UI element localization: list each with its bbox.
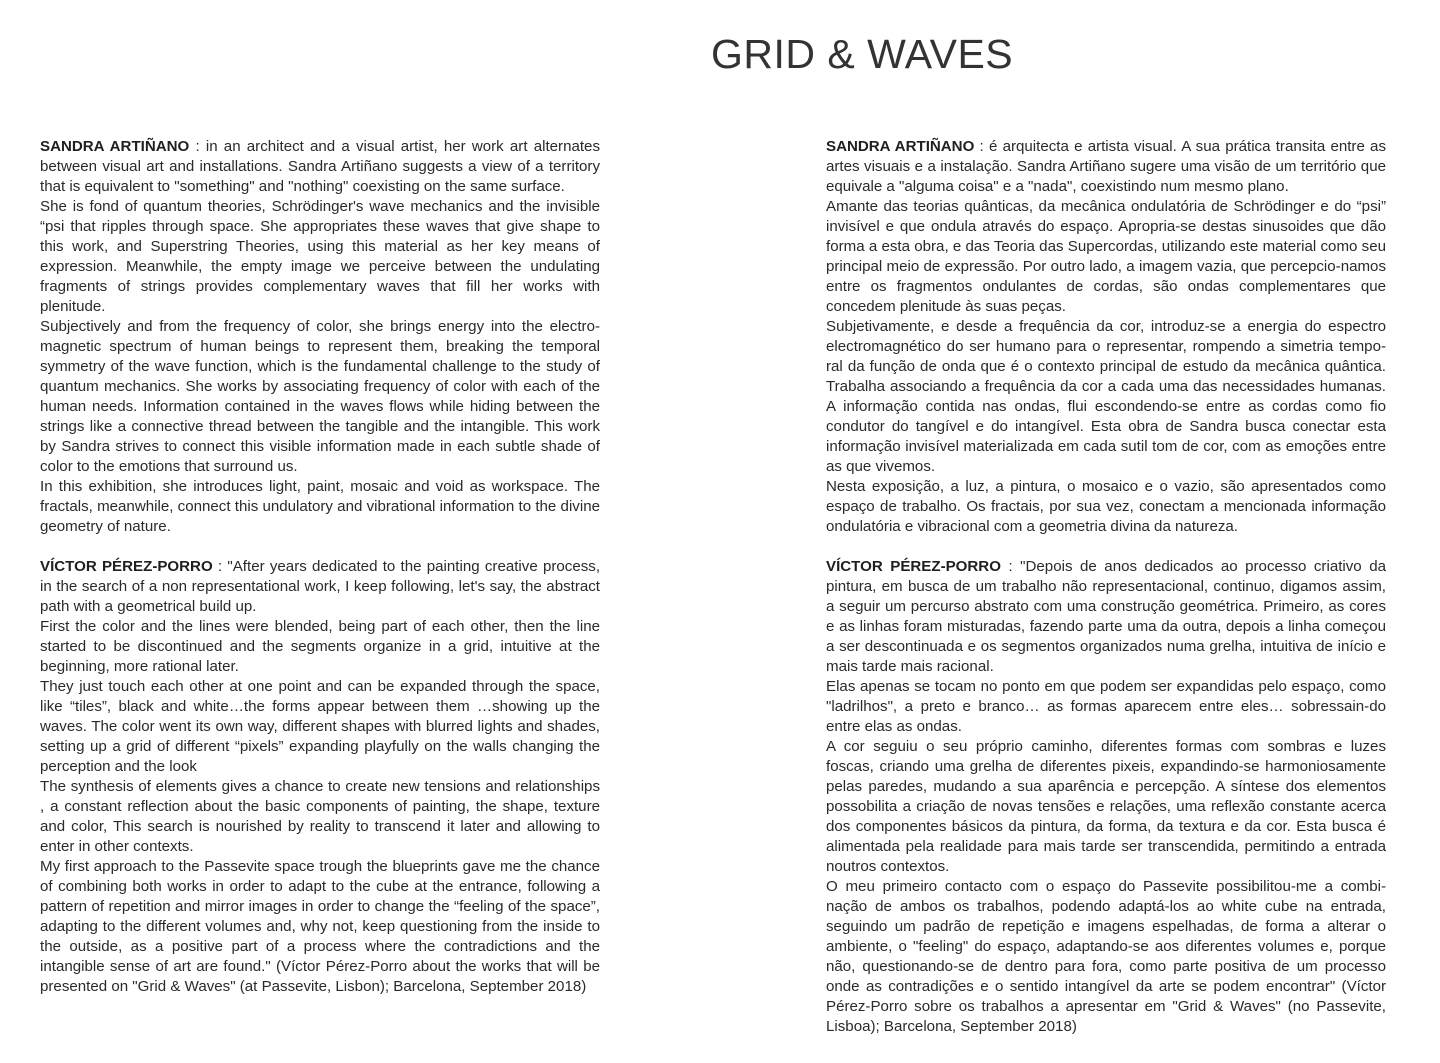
artist-name-victor: VÍCTOR PÉREZ-PORRO: [40, 558, 213, 575]
artist-name-victor: VÍCTOR PÉREZ-PORRO: [826, 558, 1001, 575]
paragraph-text: : in an architect and a visual artist, her work art alternates between visual art and installations. Sandra Artiñano suggests a view of a territory that is equivalent to "something" and "nothing" coexisting on the same surface.: [40, 138, 601, 195]
sandra-paragraph-4: In this exhibition, she introduces light, paint, mosaic and void as workspace. The fractals, meanwhile, connect this undulatory and vibrational information to the divine geometry of nature.: [40, 478, 600, 535]
section-spacer: [826, 537, 1386, 557]
paragraph-text: : "After years dedicated to the painting creative process, in the search of a non representational work, I keep following, let's say, the abstract path with a geometrical build up.: [40, 558, 601, 615]
victor-paragraph-1: [826, 557, 1386, 677]
section-spacer: [40, 537, 600, 557]
victor-paragraph-2: First the color and the lines were blended, being part of each other, then the line started to be discontinued and the segments organize in a grid, intuitive at the beginning, more rational later.: [40, 618, 600, 675]
sandra-paragraph-1: [40, 137, 600, 197]
paragraph-text: : é arquitecta e artista visual. A sua prática transita entre as artes visuais e a instalação. Sandra Artiñano sugere uma visão de um território que equivale a "alguma coisa" e a "nada", coexistindo num mesmo plano.: [826, 138, 1387, 195]
victor-paragraph-2: Elas apenas se tocam no ponto em que podem ser expandidas pelo espaço, como "ladrilhos", a preto e branco… as formas aparecem entre eles… sobressain-do entre elas as ondas.: [826, 678, 1386, 735]
victor-paragraph-4: O meu primeiro contacto com o espaço do Passevite possibilitou-me a combi-nação de ambos os trabalhos, podendo adaptá-los ao white cube na entrada, seguindo um padrão de repetição e imagens espelhadas, de forma a alterar o ambiente, o "feeling" do espaço, adaptando-se aos diferentes volumes e, porque não, questionando-se de dentro para fora, como parte positiva de um processo onde as contradições e o sentido intangível da arte se podem encontrar" (Víctor Pérez-Porro sobre os trabalhos a apresentar em "Grid & Waves" (no Passevite, Lisboa); Barcelona, September 2018): [826, 878, 1386, 1035]
sandra-paragraph-2: She is fond of quantum theories, Schrödinger's wave mechanics and the invisible “psi that ripples through space. She appropriates these waves that give shape to this work, and Superstring Theories, using this material as her key means of expression. Meanwhile, the empty image we perceive between the undulating fragments of strings provides complementary waves that fill her works with plenitude.: [40, 198, 600, 315]
sandra-paragraph-4: Nesta exposição, a luz, a pintura, o mosaico e o vazio, são apresentados como espaço de trabalho. Os fractais, por sua vez, conectam a mencionada informação ondulatória e vibracional com a geometria divina da natureza.: [826, 478, 1386, 535]
sandra-paragraph-3: Subjectively and from the frequency of color, she brings energy into the electro-magnetic spectrum of human beings to represent them, breaking the temporal symmetry of the wave function, which is the fundamental challenge to the study of quantum mechanics. She works by associating frequency of color with each of the human needs. Information contained in the waves flows while hiding between the strings like a connective thread between the tangible and the intangible. This work by Sandra strives to connect this visible information made in each subtle shade of color to the emotions that surround us.: [40, 318, 600, 475]
sandra-paragraph-3: Subjetivamente, e desde a frequência da cor, introduz-se a energia do espectro electromagnético do ser humano para o representar, rompendo a simetria tempo-ral da função de onda que é o contexto principal de estudo da mecânica quântica. Trabalha associando a frequência da cor a cada uma das necessidades humanas. A informação contida nas ondas, flui escondendo-se entre as cordas como fio condutor do tangível e do intangível. Esta obra de Sandra busca conectar esta informação invisível materializada em cada sutil tom de cor, com as emoções entre as que vivemos.: [826, 318, 1386, 475]
sandra-paragraph-1: [826, 137, 1386, 197]
victor-paragraph-4: The synthesis of elements gives a chance to create new tensions and relationships , a constant reflection about the basic components of painting, the shape, texture and color, This search is nourished by reality to transcend it later and allowing to enter in other contexts.: [40, 778, 600, 855]
victor-paragraph-3: A cor seguiu o seu próprio caminho, diferentes formas com sombras e luzes foscas, criando uma grelha de diferentes pixeis, expandindo-se harmoniosamente pelas paredes, mudando a sua aparência e percepção. A síntese dos elementos possobilita a criação de novas tensões e relações, uma reflexão constante acerca dos componentes básicos da pintura, da forma, da textura e da cor. Esta busca é alimentada pela realidade para mais tarde ser transcendida, permitindo a entrada noutros contextos.: [826, 738, 1386, 875]
sandra-paragraph-2: Amante das teorias quânticas, da mecânica ondulatória de Schrödinger e do “psi” invisível e que ondula através do espaço. Apropria-se destas sinusoides que dão forma a esta obra, e das Teoria das Supercordas, utilizando este material como seu principal meio de expressão. Por outro lado, a imagem vazia, que percepcio-namos entre os fragmentos ondulantes de cordas, são ondas complementares que concedem plenitude às suas peças.: [826, 198, 1386, 315]
portuguese-column: [826, 137, 1386, 1037]
artist-name-sandra: SANDRA ARTIÑANO: [826, 138, 975, 155]
victor-paragraph-5: My first approach to the Passevite space trough the blueprints gave me the chance of combining both works in order to adapt to the cube at the entrance, following a pattern of repetition and mirror images in order to change the “feeling of the space”, adapting to the different volumes and, why not, keep questioning from the inside to the outside, as a positive part of a process where the contradictions and the intangible sense of art are found." (Víctor Pérez-Porro about the works that will be presented on "Grid & Waves" (at Passevite, Lisbon); Barcelona, September 2018): [40, 858, 600, 995]
english-column: [40, 137, 600, 997]
victor-paragraph-3: They just touch each other at one point and can be expanded through the space, like “tiles”, black and white…the forms appear between them …showing up the waves. The color went its own way, different shapes with blurred lights and shades, setting up a grid of different “pixels” expanding playfully on the walls changing the perception and the look: [40, 678, 600, 775]
victor-paragraph-1: [40, 557, 600, 617]
artist-name-sandra: SANDRA ARTIÑANO: [40, 138, 190, 155]
paragraph-text: : "Depois de anos dedicados ao processo criativo da pintura, em busca de um trabalho não representacional, continuo, digamos assim, a seguir um percurso abstrato com uma construção geométrica. Primeiro, as cores e as linhas foram misturadas, fazendo parte uma da outra, depois a linha começou a ser descontinuada e os segmentos organizados numa grelha, intuitiva de início e mais tarde mais racional.: [826, 558, 1386, 675]
page-title: GRID & WAVES: [711, 31, 1014, 77]
